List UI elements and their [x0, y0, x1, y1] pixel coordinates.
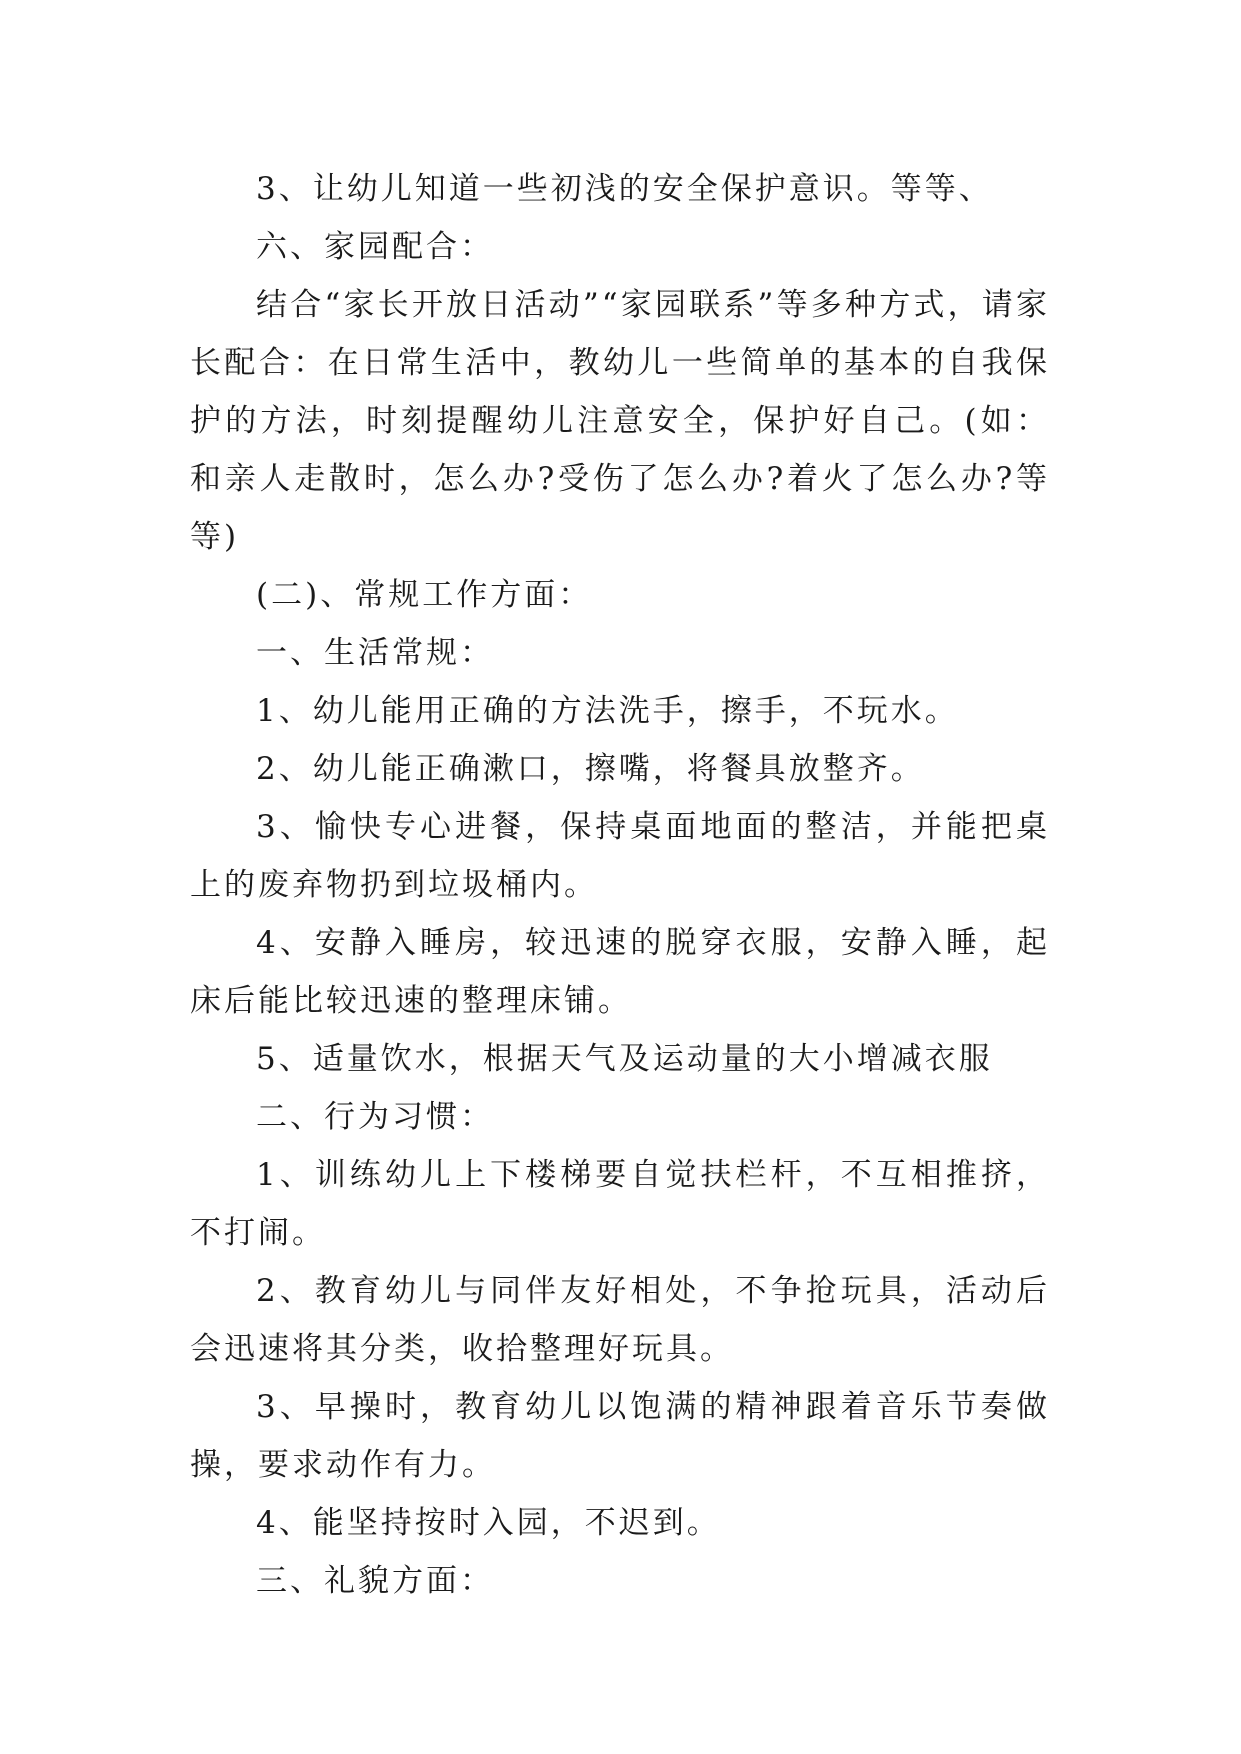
paragraph: 结合“家长开放日活动”“家园联系”等多种方式，请家长配合：在日常生活中，教幼儿一些简单的基本的自我保护的方法，时刻提醒幼儿注意安全，保护好自己。(如：和亲人走散时，怎么办?受伤了怎么办?着火了怎么办?等等): [190, 287, 1050, 555]
section-heading: 三、礼貌方面：: [256, 1563, 494, 1599]
paragraph: 3、早操时，教育幼儿以饱满的精神跟着音乐节奏做操，要求动作有力。: [190, 1389, 1050, 1483]
paragraph: 3、愉快专心进餐，保持桌面地面的整洁，并能把桌上的废弃物扔到垃圾桶内。: [190, 809, 1050, 903]
section-heading: 一、生活常规：: [256, 635, 494, 671]
section-heading: 六、家园配合：: [256, 229, 494, 265]
section-heading: (二)、常规工作方面：: [256, 577, 593, 613]
paragraph: 1、训练幼儿上下楼梯要自觉扶栏杆，不互相推挤，不打闹。: [190, 1157, 1050, 1251]
paragraph: 2、教育幼儿与同伴友好相处，不争抢玩具，活动后会迅速将其分类，收拾整理好玩具。: [190, 1273, 1050, 1367]
paragraph: 5、适量饮水，根据天气及运动量的大小增减衣服: [256, 1041, 993, 1077]
paragraph: 1、幼儿能用正确的方法洗手，擦手，不玩水。: [256, 693, 959, 729]
paragraph: 4、能坚持按时入园，不迟到。: [256, 1505, 721, 1541]
document-body: [190, 160, 1050, 1610]
paragraph: 3、让幼儿知道一些初浅的安全保护意识。等等、: [256, 171, 993, 207]
paragraph: 4、安静入睡房，较迅速的脱穿衣服，安静入睡，起床后能比较迅速的整理床铺。: [190, 925, 1050, 1019]
paragraph: 2、幼儿能正确漱口，擦嘴，将餐具放整齐。: [256, 751, 925, 787]
section-heading: 二、行为习惯：: [256, 1099, 494, 1135]
